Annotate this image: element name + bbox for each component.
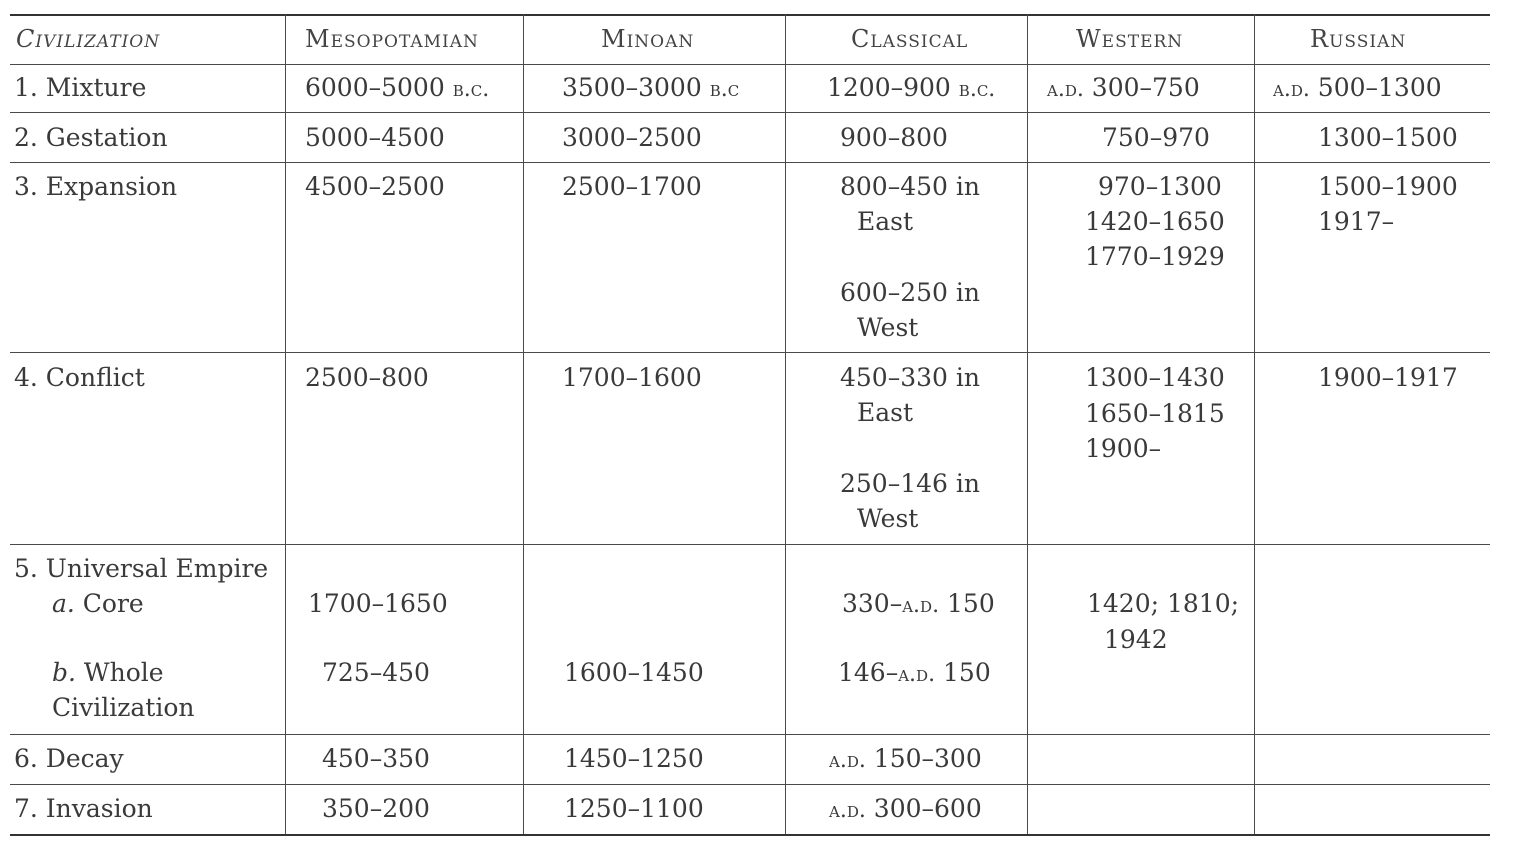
header-civilization: Civilization bbox=[16, 25, 161, 53]
cell-mixture-classical: 1200–900 b.c. bbox=[827, 73, 996, 102]
header-russian: Russian bbox=[1310, 25, 1407, 53]
row-label-whole-civilization: Civilization bbox=[52, 693, 195, 722]
row-rule bbox=[10, 112, 1490, 113]
cell-expansion-classical-west: West bbox=[857, 313, 919, 342]
row-rule bbox=[10, 784, 1490, 785]
cell-mixture-russian: a.d. 500–1300 bbox=[1273, 73, 1442, 102]
row-label-expansion: 3. Expansion bbox=[14, 172, 178, 201]
row-label-universal-empire: 5. Universal Empire bbox=[14, 554, 269, 583]
cell-invasion-minoan: 1250–1100 bbox=[564, 794, 704, 823]
cell-conflict-mesopotamian: 2500–800 bbox=[305, 363, 429, 392]
row-label-whole-civilization: b. Whole bbox=[52, 658, 164, 687]
header-western: Western bbox=[1076, 25, 1184, 53]
column-rule bbox=[785, 14, 786, 834]
cell-whole-minoan: 1600–1450 bbox=[564, 658, 704, 687]
cell-invasion-mesopotamian: 350–200 bbox=[322, 794, 430, 823]
row-rule bbox=[10, 352, 1490, 353]
cell-expansion-mesopotamian: 4500–2500 bbox=[305, 172, 445, 201]
row-label-conflict: 4. Conflict bbox=[14, 363, 145, 392]
header-minoan: Minoan bbox=[601, 25, 695, 53]
cell-gestation-russian: 1300–1500 bbox=[1318, 123, 1458, 152]
cell-expansion-minoan: 2500–1700 bbox=[562, 172, 702, 201]
cell-expansion-russian: 1917– bbox=[1318, 207, 1395, 236]
cell-whole-mesopotamian: 725–450 bbox=[322, 658, 430, 687]
cell-conflict-classical-west: West bbox=[857, 504, 919, 533]
cell-conflict-western: 1300–1430 bbox=[1085, 363, 1225, 392]
header-rule bbox=[10, 64, 1490, 65]
column-rule bbox=[523, 14, 524, 834]
cell-mixture-mesopotamian: 6000–5000 b.c. bbox=[305, 73, 490, 102]
cell-gestation-minoan: 3000–2500 bbox=[562, 123, 702, 152]
cell-conflict-classical-east: East bbox=[857, 398, 914, 427]
cell-universal-empire-western: 1420; 1810; bbox=[1087, 589, 1240, 618]
cell-decay-classical: a.d. 150–300 bbox=[829, 744, 982, 773]
row-label-gestation: 2. Gestation bbox=[14, 123, 168, 152]
cell-conflict-western: 1650–1815 bbox=[1085, 399, 1225, 428]
table-top-rule bbox=[10, 14, 1490, 16]
cell-core-classical: 330–a.d. 150 bbox=[842, 589, 995, 618]
cell-mixture-western: a.d. 300–750 bbox=[1047, 73, 1200, 102]
cell-expansion-western: 970–1300 bbox=[1098, 172, 1222, 201]
row-rule bbox=[10, 162, 1490, 163]
cell-conflict-classical-east: 450–330 in bbox=[840, 363, 980, 392]
cell-core-mesopotamian: 1700–1650 bbox=[308, 589, 448, 618]
header-classical: Classical bbox=[851, 25, 969, 53]
cell-expansion-classical-east: 800–450 in bbox=[840, 172, 980, 201]
cell-expansion-classical-east: East bbox=[857, 207, 914, 236]
column-rule bbox=[1027, 14, 1028, 834]
cell-expansion-classical-west: 600–250 in bbox=[840, 278, 980, 307]
column-rule bbox=[1254, 14, 1255, 834]
header-mesopotamian: Mesopotamian bbox=[305, 25, 479, 53]
cell-gestation-mesopotamian: 5000–4500 bbox=[305, 123, 445, 152]
column-rule bbox=[285, 14, 286, 834]
row-label-core: a. Core bbox=[52, 589, 144, 618]
cell-gestation-classical: 900–800 bbox=[840, 123, 948, 152]
cell-universal-empire-western: 1942 bbox=[1104, 625, 1168, 654]
cell-decay-mesopotamian: 450–350 bbox=[322, 744, 430, 773]
cell-conflict-minoan: 1700–1600 bbox=[562, 363, 702, 392]
row-label-decay: 6. Decay bbox=[14, 744, 124, 773]
cell-mixture-minoan: 3500–3000 b.c bbox=[562, 73, 740, 102]
cell-expansion-western: 1770–1929 bbox=[1085, 242, 1225, 271]
table-bottom-rule bbox=[10, 834, 1490, 836]
row-rule bbox=[10, 734, 1490, 735]
cell-expansion-western: 1420–1650 bbox=[1085, 207, 1225, 236]
cell-decay-minoan: 1450–1250 bbox=[564, 744, 704, 773]
cell-conflict-classical-west: 250–146 in bbox=[840, 469, 980, 498]
cell-conflict-western: 1900– bbox=[1085, 434, 1162, 463]
cell-whole-classical: 146–a.d. 150 bbox=[838, 658, 991, 687]
row-label-mixture: 1. Mixture bbox=[14, 73, 147, 102]
row-label-invasion: 7. Invasion bbox=[14, 794, 153, 823]
row-rule bbox=[10, 544, 1490, 545]
cell-gestation-western: 750–970 bbox=[1102, 123, 1210, 152]
cell-expansion-russian: 1500–1900 bbox=[1318, 172, 1458, 201]
cell-conflict-russian: 1900–1917 bbox=[1318, 363, 1458, 392]
cell-invasion-classical: a.d. 300–600 bbox=[829, 794, 982, 823]
